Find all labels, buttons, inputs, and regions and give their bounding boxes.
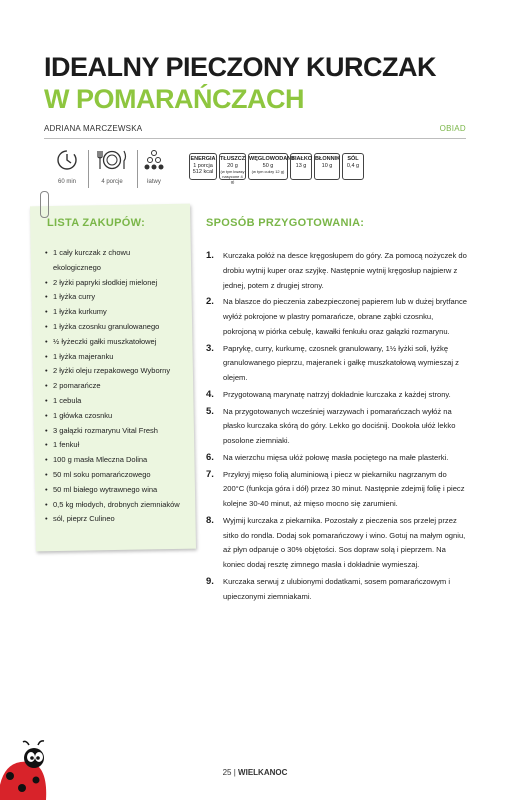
shopping-item: • 1 łyżka majeranku <box>45 350 195 365</box>
preparation-step <box>206 388 468 403</box>
shopping-item: • 1 łyżka czosnku granulowanego <box>45 320 195 335</box>
nutrition-carbs: WĘGLOWODANY 50 g (w tym cukry 12 g) <box>248 153 288 180</box>
step-number: 6. <box>206 451 214 463</box>
shopping-item: • 0,5 kg młodych, drobnych ziemniaków <box>45 498 195 513</box>
shopping-item: • 100 g masła Mleczna Dolina <box>45 453 195 468</box>
meta-divider <box>88 150 89 188</box>
step-number: 5. <box>206 405 214 417</box>
shopping-item: • 1 główka czosnku <box>45 409 195 424</box>
page-footer: 25 | WIELKANOC <box>222 768 288 777</box>
recipe-title-line2: W POMARAŃCZACH <box>44 84 304 114</box>
shopping-item: • ½ łyżeczki gałki muszkatołowej <box>45 335 195 350</box>
shopping-item: • 2 pomarańcze <box>45 379 195 394</box>
step-number: 8. <box>206 514 214 526</box>
preparation-step <box>206 342 468 386</box>
shopping-item: • 50 ml białego wytrawnego wina <box>45 483 195 498</box>
preparation-step <box>206 249 468 293</box>
preparation-steps <box>206 249 468 606</box>
category-label: OBIAD <box>439 124 466 133</box>
preparation-step <box>206 405 468 449</box>
nutrition-protein: BIAŁKO 13 g <box>290 153 312 180</box>
section-name: WIELKANOC <box>238 768 288 777</box>
meta-divider <box>137 150 138 188</box>
step-text: Kurczaka serwuj z ulubionymi dodatkami, sosem pomarańczowym i upieczonymi ziemniakami. <box>223 576 451 601</box>
step-number: 3. <box>206 342 214 354</box>
nutrition-energy: ENERGIA 1 porcja 512 kcal <box>189 153 217 180</box>
preparation-step <box>206 514 468 573</box>
nutrition-fiber: BŁONNIK 10 g <box>314 153 340 180</box>
step-number: 7. <box>206 468 214 480</box>
step-text: Paprykę, curry, kurkumę, czosnek granulowany, 1½ łyżki soli, łyżkę granulowanego pieprzu, majeranek i gałkę muszkatołową wymieszaj z olejem. <box>223 343 459 382</box>
difficulty-dots-icon <box>144 158 164 175</box>
plate-cutlery-icon <box>96 158 128 175</box>
preparation-step <box>206 295 468 339</box>
step-text: Na blaszce do pieczenia zabezpieczonej papierem lub w dużej brytfance wyłóż pokrojone w plastry pomarańcze, obrane ząbki czosnku, pokrojoną w piórka cebulę, kawałki fenkułu oraz gałązki rozmarynu. <box>223 297 467 336</box>
page-number: 25 <box>222 768 232 777</box>
difficulty-meta <box>142 149 166 185</box>
step-number: 2. <box>206 296 214 308</box>
shopping-list <box>45 246 195 527</box>
preparation-step <box>206 575 468 605</box>
preparation-step <box>206 451 468 466</box>
shopping-item: • 1 łyżka kurkumy <box>45 305 195 320</box>
step-number: 1. <box>206 250 214 261</box>
step-text: Przykryj mięso folią aluminiową i piecz w piekarniku nagrzanym do 200°C (funkcja góra i dół) przez 30 minut. Następnie zdejmij folię i piecz kolejne 30-40 minut, aż mięso mocno się zarumieni. <box>223 469 465 508</box>
time-label: 60 min <box>57 179 76 185</box>
preparation-title: SPOSÓB PRZYGOTOWANIA: <box>206 217 365 229</box>
nutrition-fat: TŁUSZCZ 20 g (w tym kwasy nasycone 4 g) <box>219 153 246 180</box>
step-number: 9. <box>206 575 214 587</box>
step-text: Przygotowaną marynatę natrzyj dokładnie kurczaka z każdej strony. <box>223 389 451 399</box>
time-meta <box>52 149 82 185</box>
shopping-item: • 50 ml soku pomarańczowego <box>45 468 195 483</box>
shopping-item: • 2 łyżki papryki słodkiej mielonej <box>45 276 195 291</box>
clock-icon <box>56 158 78 175</box>
shopping-item: ekologicznego <box>53 262 101 272</box>
portions-meta <box>92 149 132 185</box>
step-text: Na przygotowanych wcześniej warzywach i pomarańczach wyłóż na płasko kurczaka skórą do góry. Lekko go dociśnij. Dookoła ułóż lekko posolone ziemniaki. <box>223 406 456 445</box>
shopping-item: • 3 gałązki rozmarynu Vital Fresh <box>45 424 195 439</box>
shopping-item: • 1 cebula <box>45 394 195 409</box>
shopping-item: • 1 łyżka curry <box>45 290 195 305</box>
paperclip-icon <box>40 191 49 218</box>
shopping-item: • sól, pieprz Culineo <box>45 512 195 527</box>
shopping-item: • 1 fenkuł <box>45 438 195 453</box>
difficulty-label: łatwy <box>147 179 161 185</box>
shopping-list-title: LISTA ZAKUPÓW: <box>47 217 146 229</box>
recipe-title-line1: IDEALNY PIECZONY KURCZAK <box>44 52 437 82</box>
step-text: Kurczaka połóż na desce kręgosłupem do góry. Za pomocą nożyczek do drobiu wytnij kuper oraz szyjkę. Następnie wytnij kręgosłup najpierw z jednej, potem z drugiej strony. <box>223 251 467 290</box>
author-name: ADRIANA MARCZEWSKA <box>44 124 143 133</box>
step-text: Wyjmij kurczaka z piekarnika. Pozostały z pieczenia sos przelej przez sitko do rondla. Dodaj sok pomarańczowy i wino. Gotuj na małym ogniu, aż płyn odparuje o 30% objętości. Sos dopraw solą i pieprzem. Na koniec dodaj resztę zimnego masła i dokładnie wymieszaj. <box>223 515 466 569</box>
shopping-item: • 2 łyżki oleju rzepakowego Wyborny <box>45 364 195 379</box>
nutrition-salt: SÓL 0,4 g <box>342 153 364 180</box>
header-divider <box>44 138 466 139</box>
shopping-item: • 1 cały kurczak z chowu <box>45 246 195 261</box>
step-number: 4. <box>206 388 214 400</box>
step-text: Na wierzchu mięsa ułóż połowę masła pociętego na małe plasterki. <box>223 452 449 462</box>
preparation-step <box>206 468 468 512</box>
portions-label: 4 porcje <box>101 179 123 185</box>
